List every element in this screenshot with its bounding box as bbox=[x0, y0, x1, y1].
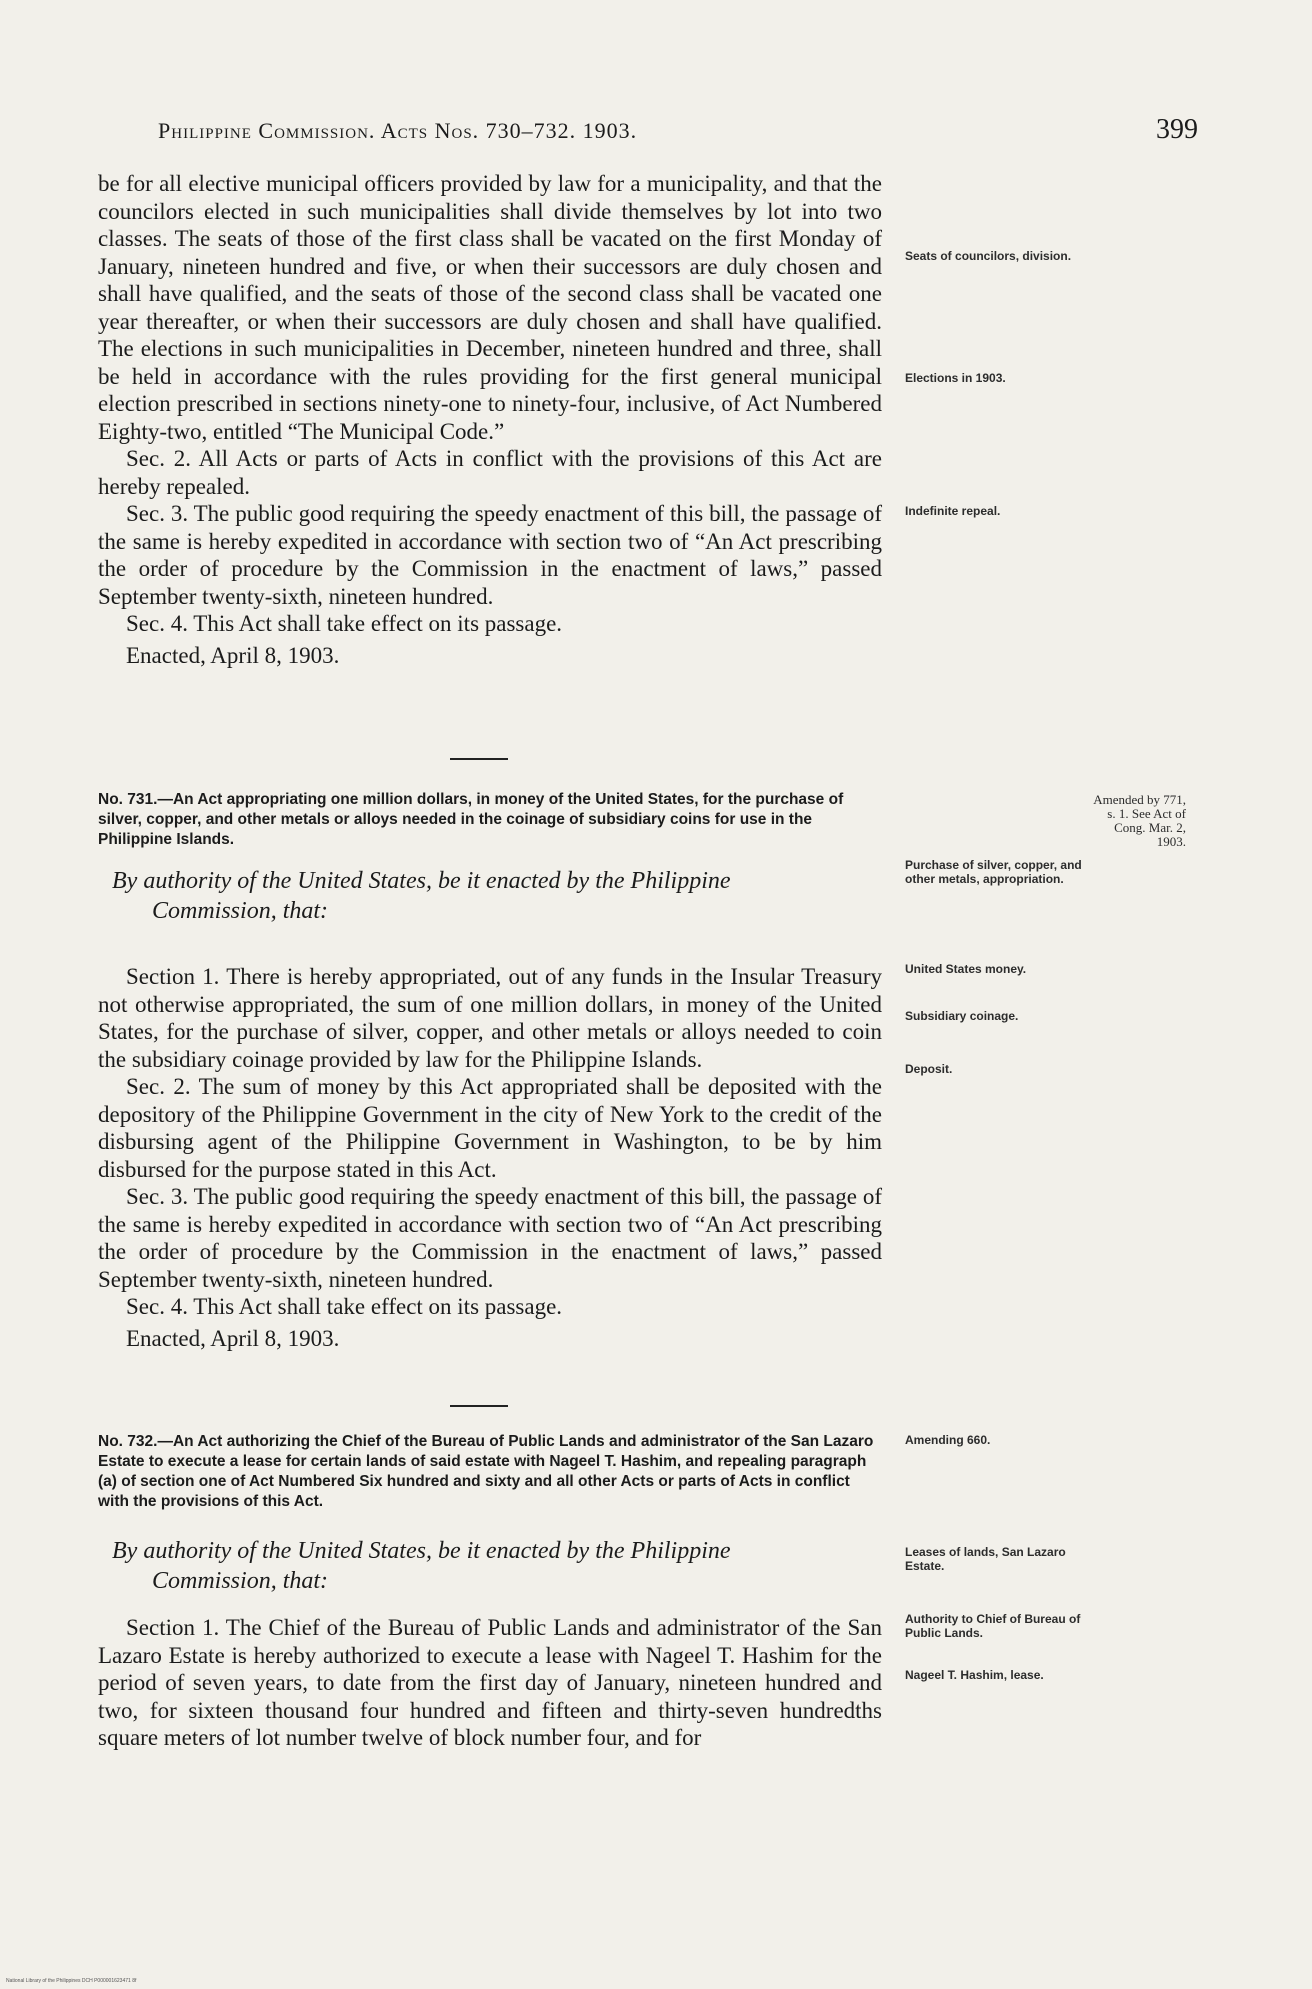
running-title: Philippine Commission. Acts Nos. 730–732. 1903. bbox=[158, 118, 638, 143]
act731-sec4: Sec. 4. This Act shall take effect on its passage. bbox=[126, 1294, 563, 1319]
margin-note-seats: Seats of councilors, division. bbox=[905, 249, 1072, 263]
act731-body bbox=[98, 963, 882, 1352]
enacting-line: Commission, that: bbox=[152, 898, 329, 924]
act732-body bbox=[98, 1614, 882, 1752]
act731-section1: Section 1. There is hereby appropriated, out of any funds in the Insular Treasury not otherwise appropriated, the sum of one million dollars, in money of the United States, for the purchase of silver, copper, and other metals or alloys needed to coin the subsidiary coinage provided by law for the Philippine Islands. bbox=[98, 964, 882, 1072]
margin-note-authority: Authority to Chief of Bureau of Public Lands. bbox=[905, 1612, 1081, 1640]
continuation-paragraph: be for all elective municipal officers provided by law for a municipality, and that the councilors elected in such municipalities shall divide themselves by lot into two classes. The seats of those of the first class shall be vacated on the first Monday of January, nineteen hundred and five, or when their successors are duly chosen and shall have qualified, and the seats of those of the second class shall be vacated one year thereafter, or when their successors are duly chosen and shall have qualified. The elections in such municipalities in December, nineteen hundred and three, shall be held in accordance with the rules providing for the first general municipal election prescribed in sections ninety-one to ninety-four, inclusive, of Act Numbered Eighty-two, entitled “The Municipal Code.” bbox=[98, 171, 882, 444]
act732-title: No. 732.—An Act authorizing the Chief of the Bureau of Public Lands and administrator of the San Lazaro Estate to execute a lease for certain lands of said estate with Nageel T. Hashim, and repealing paragraph (a) of section one of Act Numbered Six hundred and sixty and all other Acts or parts of Acts in conflict with the provisions of this Act. bbox=[98, 1433, 874, 1510]
margin-note-amending: Amending 660. bbox=[905, 1433, 991, 1447]
margin-note-money: United States money. bbox=[905, 962, 1027, 976]
margin-note-coinage: Subsidiary coinage. bbox=[905, 1009, 1019, 1023]
act730-sec2: Sec. 2. All Acts or parts of Acts in conflict with the provisions of this Act are hereby repealed. bbox=[98, 446, 882, 499]
margin-note-deposit: Deposit. bbox=[905, 1062, 953, 1076]
act731-enacting-clause bbox=[112, 866, 884, 926]
act730-enacted: Enacted, April 8, 1903. bbox=[126, 642, 340, 668]
enacting-line: Commission, that: bbox=[152, 1568, 329, 1594]
scan-credit: National Library of the Philippines DCH P000001623471 8f bbox=[6, 1978, 137, 1984]
act730-sec3: Sec. 3. The public good requiring the speedy enactment of this bill, the passage of the same is hereby expedited in accordance with section two of “An Act prescribing the order of procedure by the Commission in the enactment of laws,” passed September twenty-sixth, nineteen hundred. bbox=[98, 501, 882, 609]
page-number: 399 bbox=[1156, 114, 1198, 145]
section-divider bbox=[450, 1405, 508, 1407]
act732-section1: Section 1. The Chief of the Bureau of Public Lands and administrator of the San Lazaro Estate is hereby authorized to execute a lease with Nageel T. Hashim for the period of seven years, to date from the first day of January, nineteen hundred and two, for sixteen thousand four hundred and fifteen and thirty-seven hundredths square meters of lot number twelve of block number four, and for bbox=[98, 1615, 882, 1750]
enacting-line: By authority of the United States, be it enacted by the Philippine bbox=[112, 868, 731, 894]
act730-continuation bbox=[98, 170, 882, 669]
margin-note-purchase: Purchase of silver, copper, and other metals, appropriation. bbox=[905, 858, 1082, 886]
section-divider bbox=[450, 758, 508, 760]
margin-note-repeal: Indefinite repeal. bbox=[905, 504, 1001, 518]
act730-sec4: Sec. 4. This Act shall take effect on its passage. bbox=[126, 611, 563, 636]
act731-amended-note: Amended by 771, s. 1. See Act of Cong. Mar. 2, 1903. bbox=[1093, 792, 1186, 849]
act732-enacting-clause bbox=[112, 1536, 884, 1596]
margin-note-elections: Elections in 1903. bbox=[905, 371, 1006, 385]
act731-enacted: Enacted, April 8, 1903. bbox=[126, 1325, 340, 1351]
act731-sec2: Sec. 2. The sum of money by this Act appropriated shall be deposited with the depository of the Philippine Government in the city of New York to the credit of the disbursing agent of the Philippine Government in Washington, to be by him disbursed for the purpose stated in this Act. bbox=[98, 1074, 882, 1182]
margin-note-hashim: Nageel T. Hashim, lease. bbox=[905, 1668, 1044, 1682]
margin-note-leases: Leases of lands, San Lazaro Estate. bbox=[905, 1545, 1066, 1573]
act731-sec3: Sec. 3. The public good requiring the speedy enactment of this bill, the passage of the same is hereby expedited in accordance with section two of “An Act prescribing the order of procedure by the Commission in the enactment of laws,” passed September twenty-sixth, nineteen hundred. bbox=[98, 1184, 882, 1292]
running-head bbox=[158, 114, 1198, 154]
act731-title: No. 731.—An Act appropriating one million dollars, in money of the United States, for the purchase of silver, copper, and other metals or alloys needed in the coinage of subsidiary coins for use in the Philippine Islands. bbox=[98, 791, 844, 848]
enacting-line: By authority of the United States, be it enacted by the Philippine bbox=[112, 1538, 731, 1564]
